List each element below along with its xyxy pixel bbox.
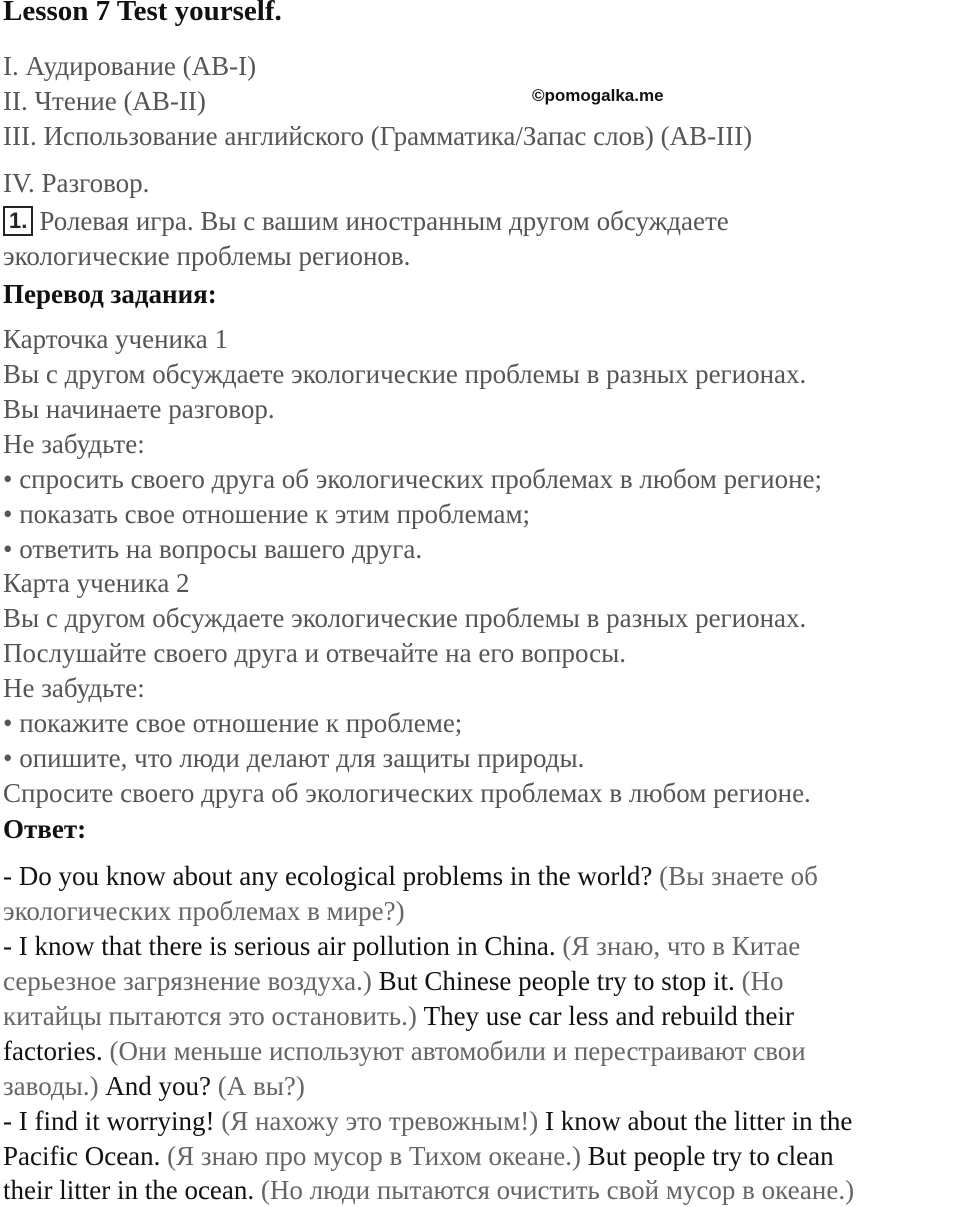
answer-english: But people try to clean: [580, 1141, 834, 1171]
translation-line: Послушайте своего друга и отвечайте на его вопросы.: [3, 638, 627, 668]
answer-russian: серьезное загрязнение воздуха.): [3, 966, 372, 996]
answer-russian: (А вы?): [211, 1071, 305, 1101]
answer-english: - I find it worrying!: [3, 1106, 215, 1136]
translation-line: Вы с другом обсуждаете экологические проблемы в разных регионах.: [3, 359, 807, 389]
answer-russian: (Я знаю, что в Китае: [555, 931, 801, 961]
translation-line: • спросить своего друга об экологических проблемах в любом регионе;: [3, 464, 823, 494]
answer-english: their litter in the ocean.: [3, 1175, 255, 1205]
translation-line: • опишите, что люди делают для защиты природы.: [3, 743, 585, 773]
section-listening: I. Аудирование (AB-I): [3, 51, 257, 81]
translation-line: • покажите свое отношение к проблеме;: [3, 708, 463, 738]
translation-line: • показать свое отношение к этим проблемам;: [3, 499, 531, 529]
task-line: [3, 204, 729, 238]
section-speaking: IV. Разговор.: [3, 168, 150, 198]
answer-line: [3, 999, 794, 1033]
answer-line: [3, 1034, 806, 1068]
translation-line: Не забудьте:: [3, 429, 145, 459]
translation-line: • ответить на вопросы вашего друга.: [3, 534, 423, 564]
answer-russian: (Но: [734, 966, 784, 996]
answer-russian: (Вы знаете об: [652, 861, 818, 891]
answer-russian: (Я знаю про мусор в Тихом океане.): [160, 1141, 581, 1171]
answer-line: [3, 929, 800, 963]
section-reading: II. Чтение (AB-II): [3, 86, 206, 116]
translation-heading: Перевод задания:: [3, 279, 217, 309]
answer-english: But Chinese people try to stop it.: [371, 966, 735, 996]
answer-english: I know about the litter in the: [538, 1106, 853, 1136]
answer-russian: китайцы пытаются это остановить.): [3, 1001, 417, 1031]
answer-line: [3, 1173, 854, 1207]
task-number-badge: 1.: [3, 206, 33, 236]
answer-english: - I know that there is serious air pollution in China.: [3, 931, 556, 961]
answer-line: [3, 894, 405, 928]
answer-russian: заводы.): [3, 1071, 99, 1101]
answer-russian: (Они меньше используют автомобили и перестраивают свои: [102, 1036, 806, 1066]
answer-line: [3, 1069, 305, 1103]
answer-line: [3, 1139, 834, 1173]
answer-russian: (Я нахожу это тревожным!): [214, 1106, 539, 1136]
answer-english: And you?: [98, 1071, 212, 1101]
answer-russian: (Но люди пытаются очистить свой мусор в океане.): [254, 1175, 855, 1205]
translation-line: Спросите своего друга об экологических проблемах в любом регионе.: [3, 778, 811, 808]
answer-english: - Do you know about any ecological problems in the world?: [3, 861, 653, 891]
answer-russian: экологических проблемах в мире?): [3, 896, 405, 926]
answer-line: [3, 859, 818, 893]
watermark: ©pomogalka.me: [532, 86, 664, 105]
answer-heading: Ответ:: [3, 814, 87, 844]
answer-english: factories.: [3, 1036, 103, 1066]
answer-line: [3, 1104, 852, 1138]
section-use-of-english: III. Использование английского (Грамматика/Запас слов) (AB-III): [3, 121, 753, 151]
translation-line: Не забудьте:: [3, 673, 145, 703]
answer-line: [3, 964, 784, 998]
translation-line: Карточка ученика 1: [3, 324, 228, 354]
answer-english: Pacific Ocean.: [3, 1141, 161, 1171]
answer-english: They use car less and rebuild their: [416, 1001, 794, 1031]
translation-line: Вы начинаете разговор.: [3, 394, 275, 424]
translation-line: Вы с другом обсуждаете экологические проблемы в разных регионах.: [3, 603, 807, 633]
task-text: Ролевая игра. Вы с вашим иностранным другом обсуждаете: [39, 206, 729, 236]
page-title: Lesson 7 Test yourself.: [3, 0, 282, 27]
translation-line: Карта ученика 2: [3, 568, 190, 598]
task-text-continued: экологические проблемы регионов.: [3, 241, 411, 271]
